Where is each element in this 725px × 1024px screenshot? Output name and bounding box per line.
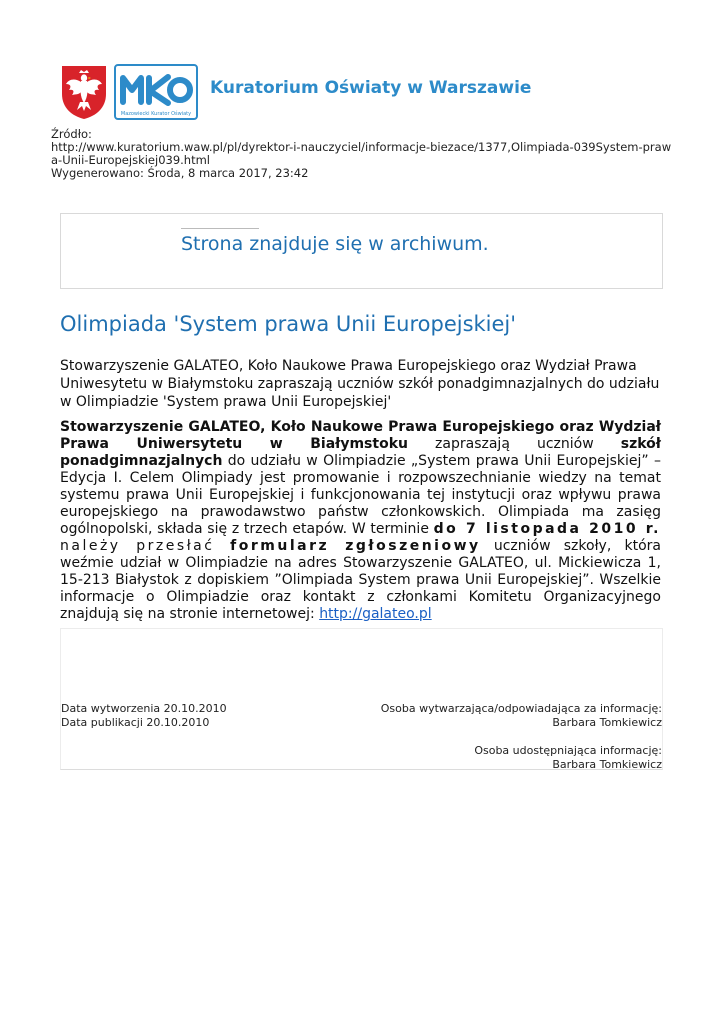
galateo-link[interactable]: http://galateo.pl [319, 606, 432, 622]
published-date: Data publikacji 20.10.2010 [61, 716, 210, 729]
body-text-1: zapraszają uczniów [407, 436, 621, 452]
body-deadline: do 7 listopada 2010 r. [433, 521, 661, 537]
source-label: Źródło: [51, 127, 92, 141]
body-organizers: Stowarzyszenie GALATEO, Koło Naukowe Prawa Europejskiego oraz Wydział Prawa Uniwersytetu w Białymstoku [60, 419, 661, 452]
body-form: formularz zgłoszeniowy [230, 538, 481, 554]
article-body [60, 419, 661, 623]
page-title: Olimpiada 'System prawa Unii Europejskiej' [60, 312, 517, 336]
archive-message: Strona znajduje się w archiwum. [181, 233, 489, 255]
polish-eagle-emblem-icon [60, 64, 108, 120]
dates-block [61, 702, 227, 730]
archive-divider [181, 228, 259, 229]
page-header [60, 64, 531, 120]
body-text-2: do udziału w Olimpiadzie „System prawa Unii Europejskiej” – Edycja I. Celem Olimpiady jest promowanie i rozpowszechnianie wiedzy na temat systemu prawa Unii Europejskiej i funkcjonowania tej instytucji oraz wpływu prawa europejskiego na prawodawstwo państw członkowskich. Olimpiada ma zasięg ogólnopolski, składa się z trzech etapów. W terminie [60, 453, 661, 537]
svg-text:Mazowiecki Kurator Oświaty: Mazowiecki Kurator Oświaty [120, 111, 192, 117]
created-date: Data wytworzenia 20.10.2010 [61, 702, 227, 715]
sharing-name: Barbara Tomkiewicz [552, 758, 662, 771]
archive-notice [60, 213, 663, 289]
responsible-label: Osoba wytwarzająca/odpowiadająca za informację: [380, 702, 662, 715]
source-info [51, 128, 676, 180]
responsible-name: Barbara Tomkiewicz [552, 716, 662, 729]
brand-title: Kuratorium Oświaty w Warszawie [210, 78, 532, 98]
sharing-label: Osoba udostępniająca informację: [474, 744, 662, 757]
mko-logo-icon [114, 64, 198, 120]
persons-block [381, 702, 662, 772]
body-school-type: szkół ponadgimnazjalnych [60, 436, 661, 469]
meta-footer [60, 628, 663, 770]
body-text-3: należy przesłać [60, 538, 231, 554]
generated-date: Wygenerowano: Środa, 8 marca 2017, 23:42 [51, 166, 309, 180]
source-url: http://www.kuratorium.waw.pl/pl/dyrektor-i-nauczyciel/informacje-biezace/1377,Olimpiada-039System-prawa-Unii-Europejskiej039.html [51, 140, 672, 167]
article-lead: Stowarzyszenie GALATEO, Koło Naukowe Prawa Europejskiego oraz Wydział Prawa Uniwesytetu w Białymstoku zapraszają uczniów szkół ponadgimnazjalnych do udziału w Olimpiadzie 'System prawa Unii Europejskiej' [60, 358, 660, 410]
body-text-4: uczniów szkoły, która weźmie udział w Olimpiadzie na adres Stowarzyszenie GALATEO, ul. Mickiewicza 1, 15-213 Białystok z dopiskiem ”Olimpiada System prawa Unii Europejskiej”. Wszelkie informacje o Olimpiadzie oraz kontakt z członkami Komitetu Organizacyjnego znajdują się na stronie internetowej: [60, 538, 661, 622]
